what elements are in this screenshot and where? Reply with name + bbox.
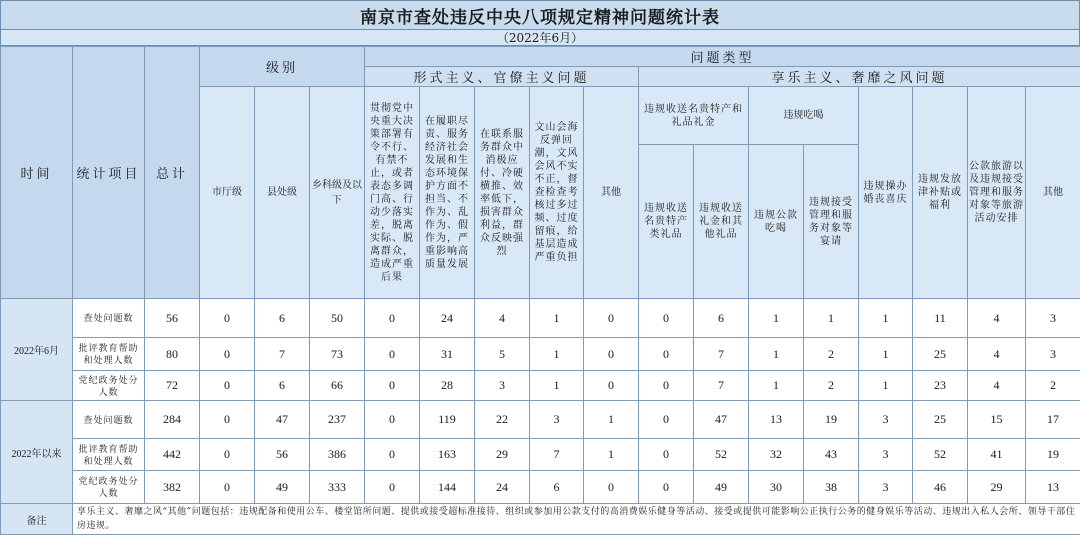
- cell: 3: [1026, 299, 1080, 338]
- header-total: 总计: [145, 47, 200, 299]
- cell: 4: [475, 299, 530, 338]
- cell: 2: [1026, 371, 1080, 401]
- cell: 1: [749, 299, 804, 338]
- cell: 0: [639, 338, 694, 371]
- cell: 7: [255, 338, 310, 371]
- cell: 0: [639, 401, 694, 439]
- cell: 0: [365, 471, 420, 504]
- cell: 1: [859, 338, 913, 371]
- table-row: [1, 299, 1080, 338]
- header-hedonism: 享乐主义、奢靡之风问题: [639, 67, 1080, 87]
- row-label: 批评教育帮助和处理人数: [73, 338, 145, 371]
- cell: 1: [804, 299, 859, 338]
- row-label: 党纪政务处分人数: [73, 471, 145, 504]
- header-hedonism-other: 其他: [1026, 87, 1080, 299]
- cell: 25: [913, 338, 968, 371]
- cell: 0: [639, 439, 694, 471]
- cell: 7: [694, 338, 749, 371]
- header-eat-b: 违规接受管理和服务对象等宴请: [804, 145, 859, 299]
- cell: 0: [639, 471, 694, 504]
- cell: 66: [310, 371, 365, 401]
- cell: 11: [913, 299, 968, 338]
- cell: 22: [475, 401, 530, 439]
- cell: 0: [584, 338, 639, 371]
- header-eat-a: 违规公款吃喝: [749, 145, 804, 299]
- cell: 333: [310, 471, 365, 504]
- cell: 1: [530, 338, 584, 371]
- cell: 5: [475, 338, 530, 371]
- cell: 4: [968, 299, 1026, 338]
- cell: 6: [255, 371, 310, 401]
- header-gift-b: 违规收送礼金和其他礼品: [694, 145, 749, 299]
- row-label: 查处问题数: [73, 401, 145, 439]
- header-formalism-4: 文山会海反弹回潮，文风会风不实不正，督查检查考核过多过频、过度留痕，给基层造成严重负担: [530, 87, 584, 299]
- cell: 80: [145, 338, 200, 371]
- cell: 0: [584, 471, 639, 504]
- table-row: [1, 439, 1080, 471]
- cell: 47: [694, 401, 749, 439]
- cell: 0: [200, 439, 255, 471]
- cell: 29: [475, 439, 530, 471]
- cell: 119: [420, 401, 475, 439]
- cell: 38: [804, 471, 859, 504]
- cell: 1: [530, 299, 584, 338]
- cell: 3: [1026, 338, 1080, 371]
- cell: 43: [804, 439, 859, 471]
- cell: 0: [584, 371, 639, 401]
- cell: 3: [859, 401, 913, 439]
- cell: 6: [530, 471, 584, 504]
- cell: 28: [420, 371, 475, 401]
- cell: 1: [749, 338, 804, 371]
- cell: 50: [310, 299, 365, 338]
- cell: 386: [310, 439, 365, 471]
- header-gift: 违规收送名贵特产和礼品礼金: [639, 87, 749, 145]
- header-travel: 公款旅游以及违规接受管理和服务对象等旅游活动安排: [968, 87, 1026, 299]
- cell: 442: [145, 439, 200, 471]
- cell: 23: [913, 371, 968, 401]
- cell: 41: [968, 439, 1026, 471]
- cell: 15: [968, 401, 1026, 439]
- cell: 47: [255, 401, 310, 439]
- header-formalism-1: 贯彻党中央重大决策部署有令不行、有禁不止，或者表态多调门高、行动少落实差，脱离实际、脱离群众，造成严重后果: [365, 87, 420, 299]
- cell: 1: [749, 371, 804, 401]
- header-gift-a: 违规收送名贵特产类礼品: [639, 145, 694, 299]
- cell: 4: [968, 338, 1026, 371]
- cell: 31: [420, 338, 475, 371]
- row-label: 党纪政务处分人数: [73, 371, 145, 401]
- header-item: 统计项目: [73, 47, 145, 299]
- cell: 1: [584, 439, 639, 471]
- cell: 25: [913, 401, 968, 439]
- table-row: [1, 338, 1080, 371]
- header-formalism-3: 在联系服务群众中消极应付、冷硬横推、效率低下，损害群众利益，群众反映强烈: [475, 87, 530, 299]
- header-formalism-other: 其他: [584, 87, 639, 299]
- header-formalism: 形式主义、官僚主义问题: [365, 67, 639, 87]
- cell: 0: [365, 299, 420, 338]
- cell: 0: [584, 299, 639, 338]
- cell: 49: [255, 471, 310, 504]
- cell: 19: [804, 401, 859, 439]
- cell: 24: [475, 471, 530, 504]
- cell: 284: [145, 401, 200, 439]
- cell: 0: [639, 299, 694, 338]
- note-label: 备注: [1, 504, 73, 535]
- cell: 0: [200, 338, 255, 371]
- cell: 163: [420, 439, 475, 471]
- cell: 49: [694, 471, 749, 504]
- table-row: [1, 401, 1080, 439]
- note-text: 享乐主义、奢靡之风“其他”问题包括：违规配备和使用公车、楼堂馆所问题、提供或接受超标准接待、组织或参加用公款支付的高消费娱乐健身等活动、接受或提供可能影响公正执行公务的健身娱乐等活动、违规出入私人会所、领导干部住房违规。: [73, 504, 1080, 535]
- cell: 3: [859, 439, 913, 471]
- cell: 0: [365, 401, 420, 439]
- cell: 29: [968, 471, 1026, 504]
- cell: 144: [420, 471, 475, 504]
- cell: 56: [255, 439, 310, 471]
- row-label: 查处问题数: [73, 299, 145, 338]
- cell: 13: [1026, 471, 1080, 504]
- cell: 17: [1026, 401, 1080, 439]
- group-time: 2022年以来: [1, 401, 73, 504]
- cell: 52: [694, 439, 749, 471]
- header-formalism-2: 在履职尽责、服务经济社会发展和生态环境保护方面不担当、不作为、乱作为、假作为，严重影响高质量发展: [420, 87, 475, 299]
- cell: 1: [530, 371, 584, 401]
- cell: 3: [530, 401, 584, 439]
- cell: 0: [365, 371, 420, 401]
- header-level: 级别: [200, 47, 365, 87]
- cell: 7: [694, 371, 749, 401]
- cell: 13: [749, 401, 804, 439]
- cell: 382: [145, 471, 200, 504]
- cell: 52: [913, 439, 968, 471]
- cell: 0: [200, 371, 255, 401]
- cell: 3: [475, 371, 530, 401]
- cell: 1: [859, 299, 913, 338]
- cell: 1: [584, 401, 639, 439]
- header-level-city: 市厅级: [200, 87, 255, 299]
- cell: 0: [365, 338, 420, 371]
- cell: 0: [200, 299, 255, 338]
- cell: 237: [310, 401, 365, 439]
- table-row: [1, 471, 1080, 504]
- header-eat: 违规吃喝: [749, 87, 859, 145]
- cell: 4: [968, 371, 1026, 401]
- page-subtitle: （2022年6月）: [0, 30, 1080, 46]
- group-time: 2022年6月: [1, 299, 73, 401]
- cell: 6: [694, 299, 749, 338]
- cell: 56: [145, 299, 200, 338]
- cell: 0: [200, 401, 255, 439]
- cell: 6: [255, 299, 310, 338]
- cell: 3: [859, 471, 913, 504]
- header-problem-type: 问题类型: [365, 47, 1080, 67]
- header-wedding: 违规操办婚丧喜庆: [859, 87, 913, 299]
- cell: 0: [365, 439, 420, 471]
- cell: 73: [310, 338, 365, 371]
- cell: 30: [749, 471, 804, 504]
- header-subsidy: 违规发放津补贴或福利: [913, 87, 968, 299]
- cell: 2: [804, 371, 859, 401]
- header-level-county: 县处级: [255, 87, 310, 299]
- table-row: [1, 371, 1080, 401]
- cell: 1: [859, 371, 913, 401]
- cell: 46: [913, 471, 968, 504]
- cell: 32: [749, 439, 804, 471]
- cell: 0: [200, 471, 255, 504]
- cell: 2: [804, 338, 859, 371]
- cell: 72: [145, 371, 200, 401]
- header-level-township: 乡科级及以下: [310, 87, 365, 299]
- cell: 19: [1026, 439, 1080, 471]
- statistics-table: [0, 46, 1080, 535]
- cell: 0: [639, 371, 694, 401]
- header-time: 时间: [1, 47, 73, 299]
- page-title: 南京市查处违反中央八项规定精神问题统计表: [0, 0, 1080, 30]
- cell: 24: [420, 299, 475, 338]
- row-label: 批评教育帮助和处理人数: [73, 439, 145, 471]
- cell: 7: [530, 439, 584, 471]
